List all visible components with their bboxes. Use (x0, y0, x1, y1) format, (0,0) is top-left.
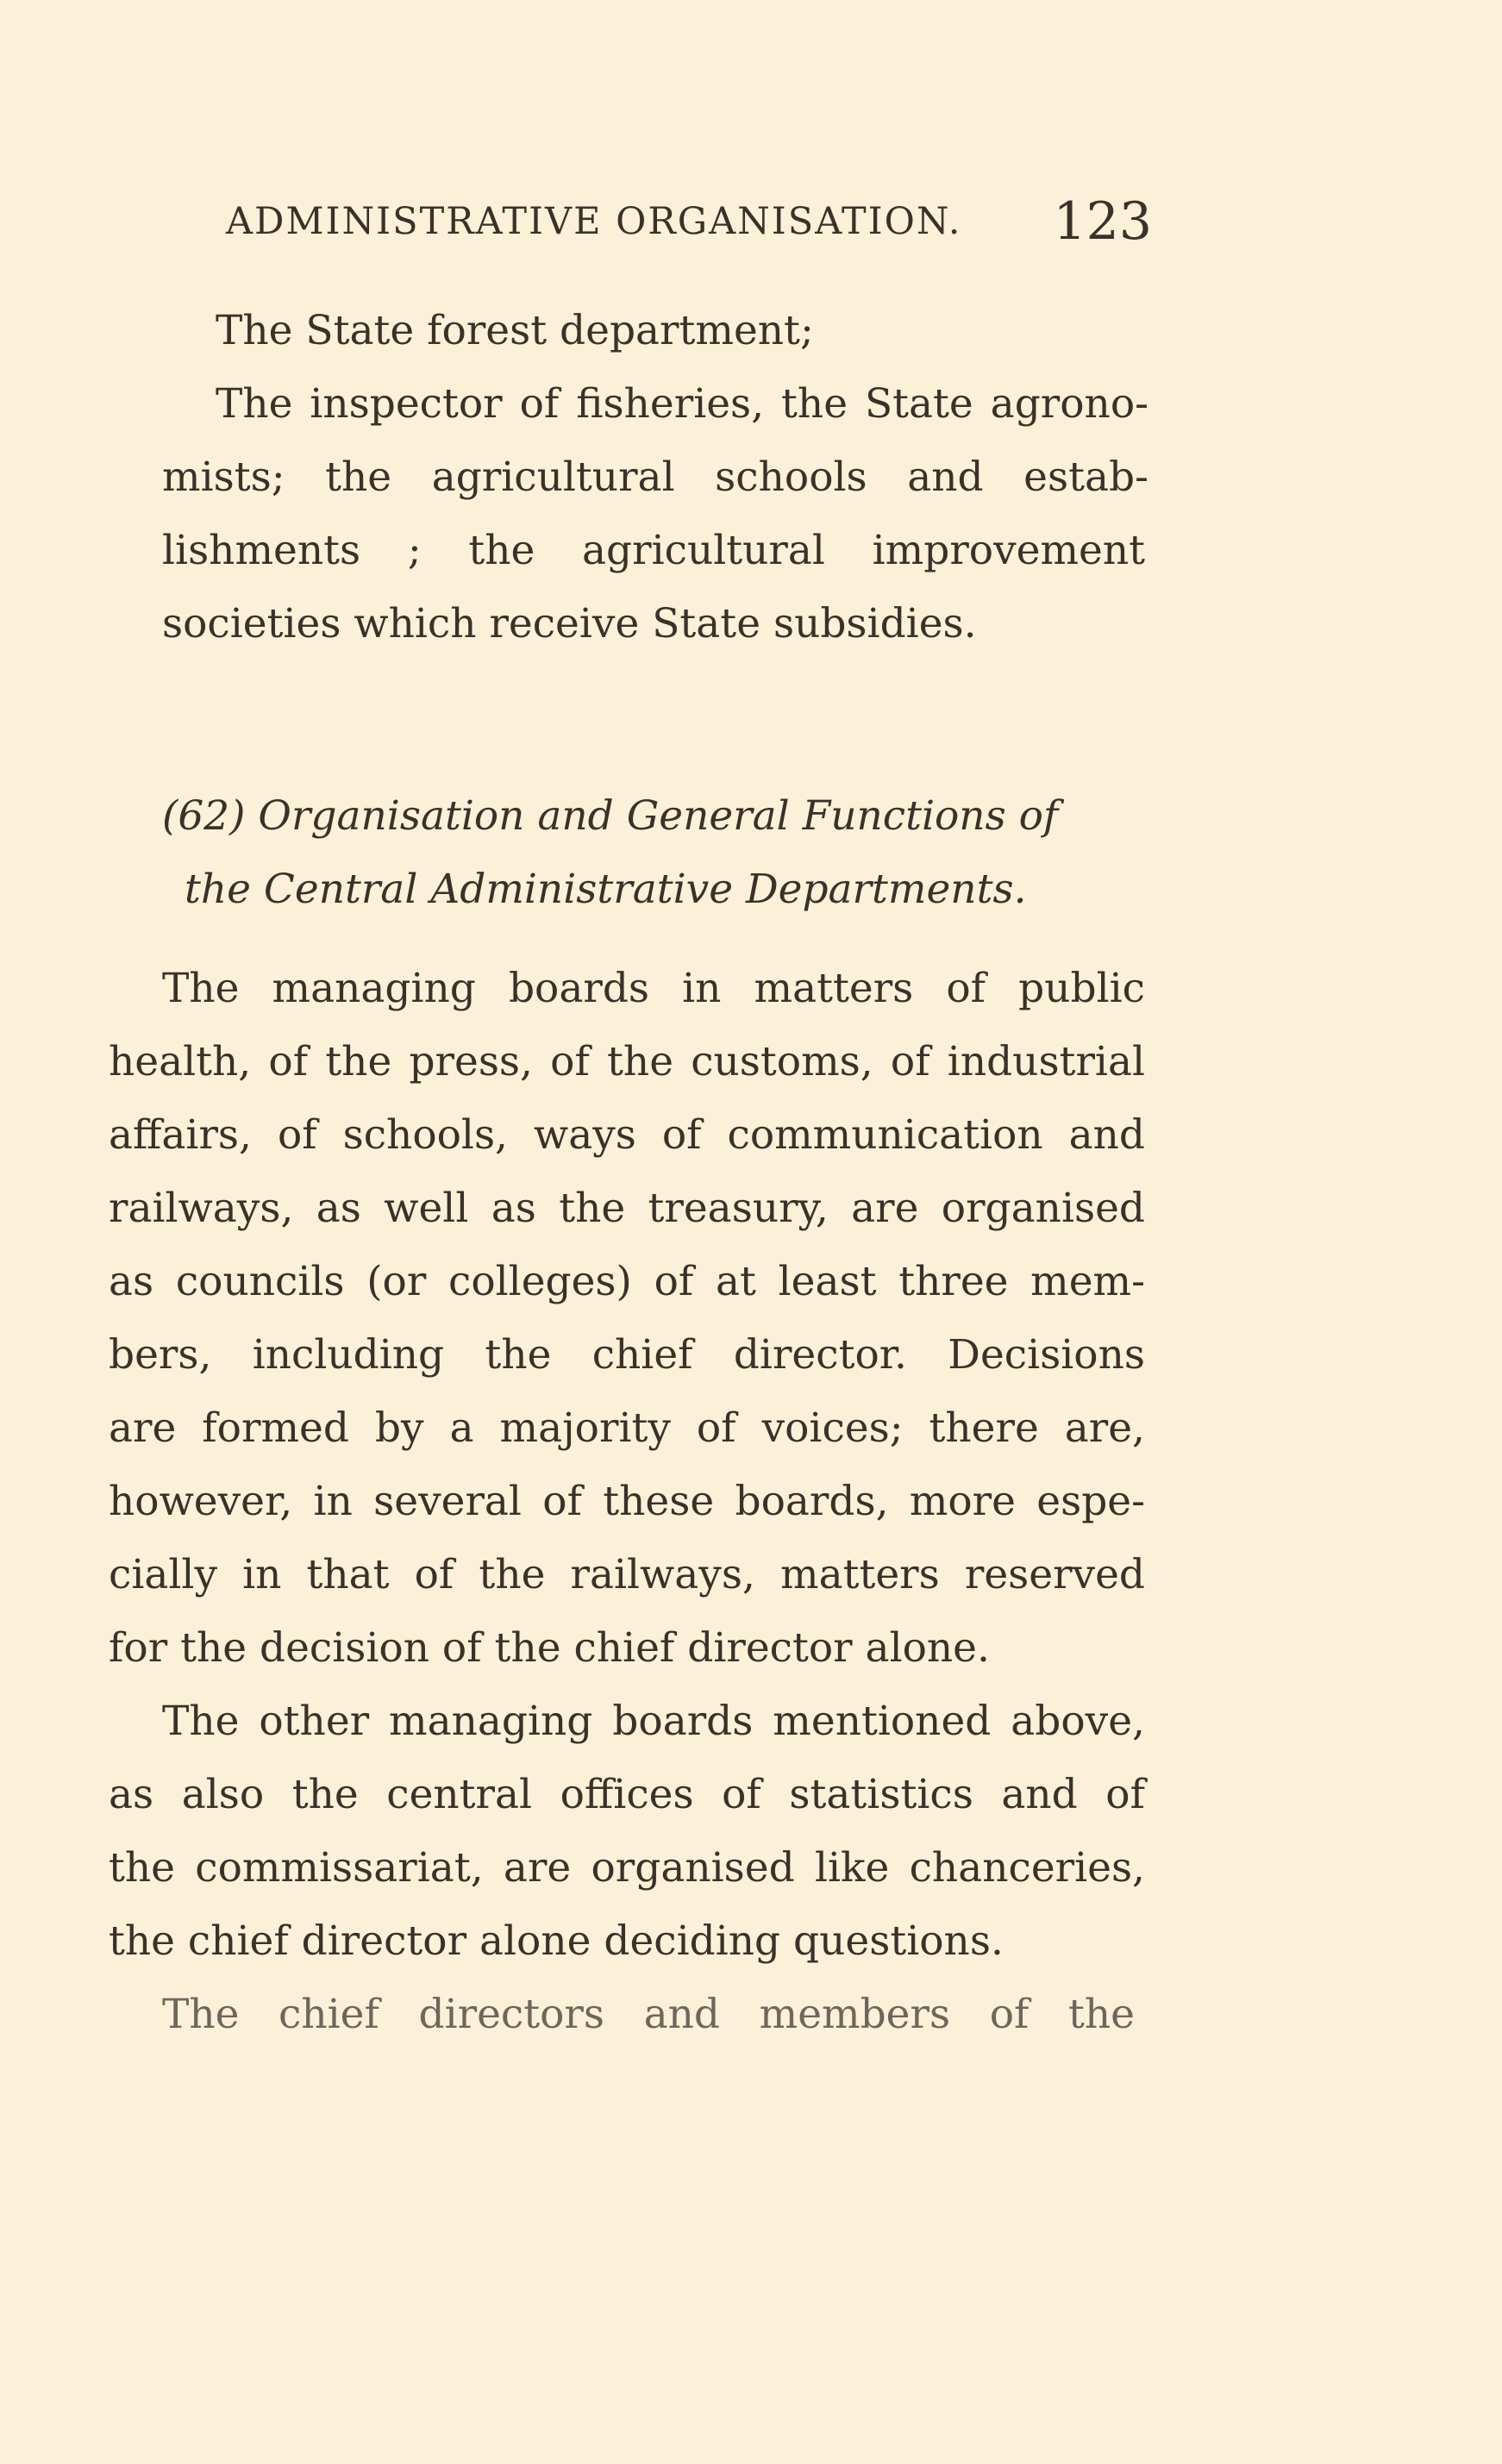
section-heading-line: the Central Administrative Departments. (185, 866, 1027, 913)
page-header (226, 191, 1152, 260)
text-line: mists; the agricultural schools and estab- (162, 453, 1148, 501)
text-line: health, of the press, of the customs, of industrial (109, 1038, 1145, 1085)
text-line: societies which receive State subsidies. (162, 600, 977, 647)
running-title: ADMINISTRATIVE ORGANISATION. (226, 200, 962, 243)
text-line: the commissariat, are organised like chanceries, (109, 1844, 1145, 1892)
text-line: lishments ; the agricultural improvement (162, 527, 1145, 574)
text-line: as councils (or colleges) of at least three mem- (109, 1258, 1145, 1305)
text-line: The inspector of fisheries, the State agrono- (216, 380, 1148, 428)
text-line: The managing boards in matters of public (162, 965, 1145, 1012)
text-line: bers, including the chief director. Decisions (109, 1331, 1145, 1379)
text-line: for the decision of the chief director alone. (109, 1624, 990, 1672)
text-line: affairs, of schools, ways of communication and (109, 1111, 1145, 1159)
text-line: as also the central offices of statistics and of (109, 1771, 1145, 1818)
text-line: railways, as well as the treasury, are organised (109, 1185, 1145, 1232)
text-line: The other managing boards mentioned above, (162, 1698, 1145, 1745)
text-line: The chief directors and members of the (162, 1991, 1135, 2038)
section-heading-line: (62) Organisation and General Functions of (162, 792, 1059, 840)
text-line: are formed by a majority of voices; there are, (109, 1404, 1145, 1452)
text-line: the chief director alone deciding questions. (109, 1917, 1004, 1965)
text-line: The State forest department; (216, 307, 814, 354)
text-line: however, in several of these boards, more espe- (109, 1478, 1145, 1525)
text-line: cially in that of the railways, matters reserved (109, 1551, 1145, 1598)
page-number: 123 (1053, 191, 1152, 252)
